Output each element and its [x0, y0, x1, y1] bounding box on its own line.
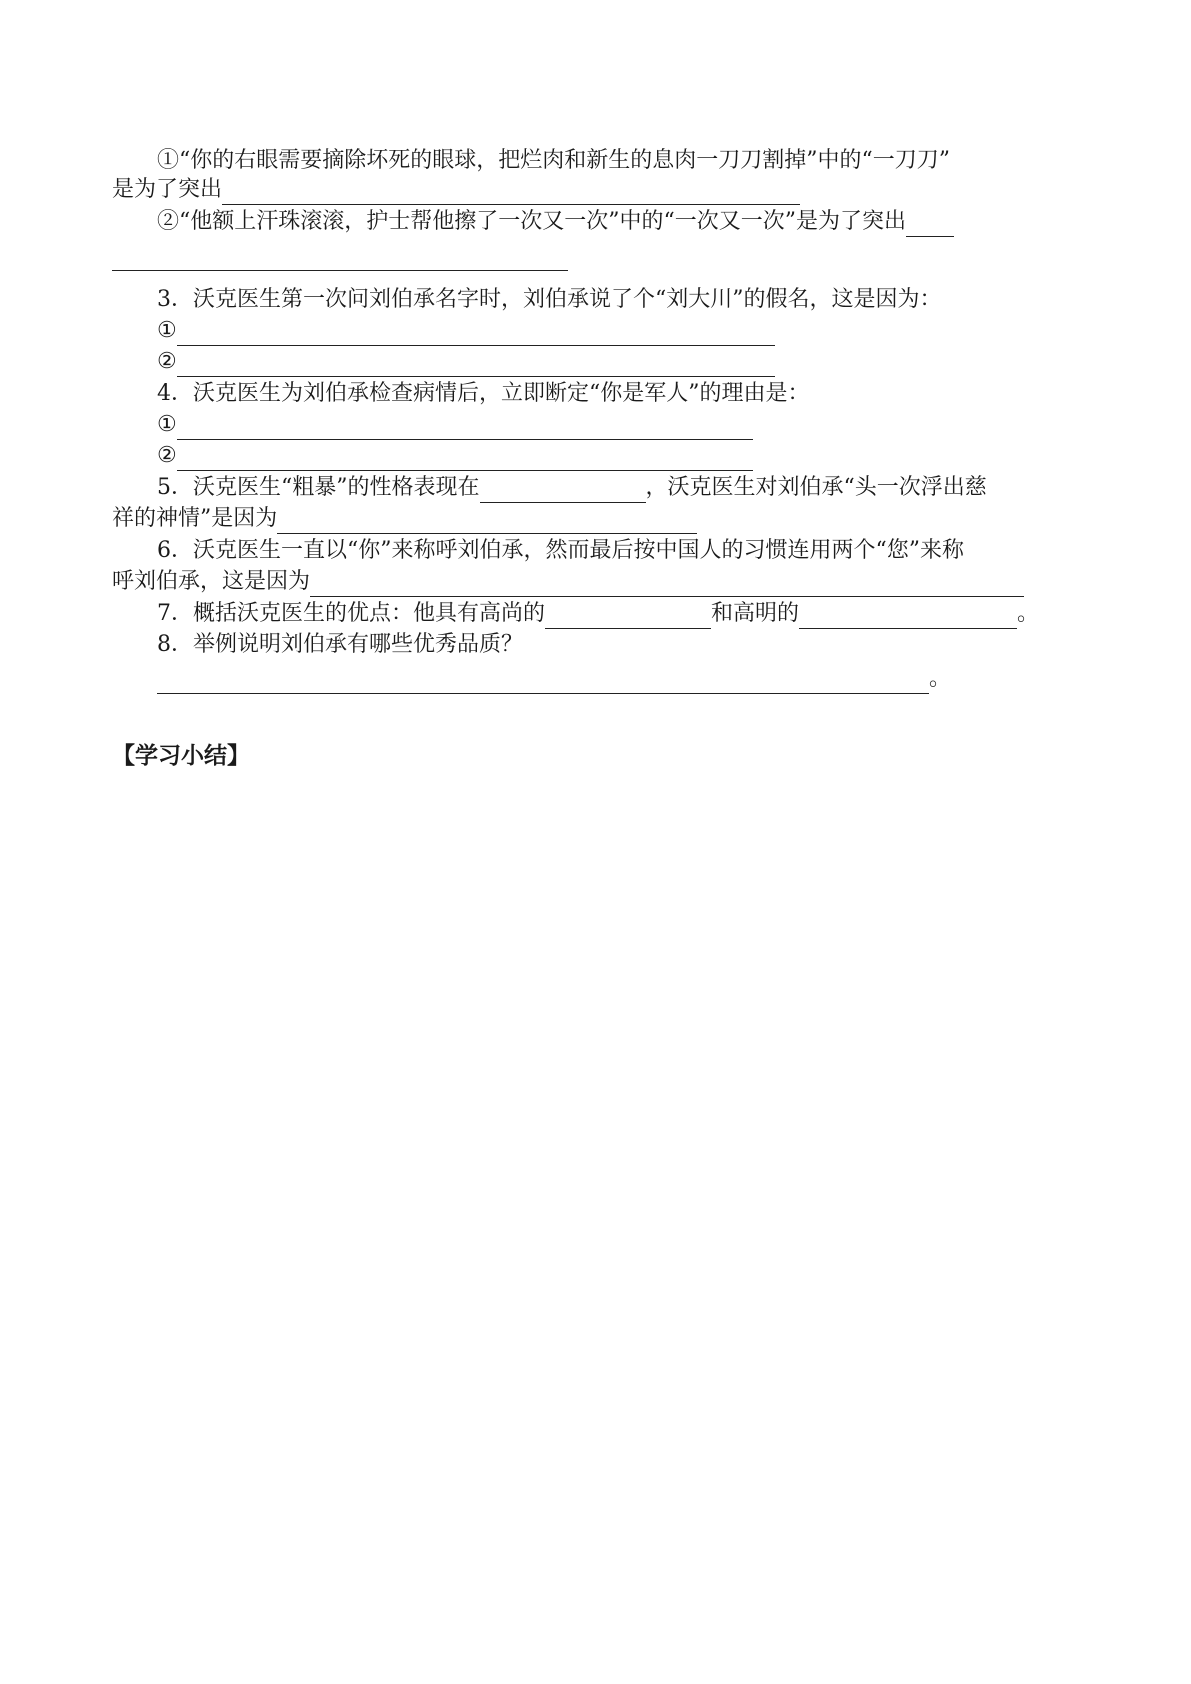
q6-text-part1: 6．沃克医生一直以“你”来称呼刘伯承，然而最后按中国人的习惯连用两个“您”来称 [157, 538, 964, 563]
q2-item1-line2 [112, 175, 800, 205]
answer-blank-q4-2[interactable] [177, 446, 753, 471]
summary-heading: 【学习小结】 [112, 743, 250, 769]
answer-blank-q2-1[interactable] [222, 180, 800, 205]
q4-text: 4．沃克医生为刘伯承检查病情后，立即断定“你是军人”的理由是： [157, 381, 810, 406]
answer-blank-q2-2b[interactable] [112, 270, 568, 271]
answer-blank-q2-2a[interactable] [906, 212, 954, 237]
q5-text-part2: ，沃克医生对刘伯承“头一次浮出慈 [645, 475, 987, 500]
q4-answer2 [157, 441, 753, 471]
q2-item1-line1 [157, 146, 950, 176]
q3-answer2 [157, 347, 775, 377]
q4-mark2: ② [157, 443, 177, 468]
q5-line2 [112, 504, 697, 534]
q7-line [157, 599, 1039, 629]
q8-answer [157, 664, 951, 694]
q3-answer1 [157, 316, 775, 346]
q5-text-part3: 祥的神情”是因为 [112, 506, 278, 531]
q3-mark1: ① [157, 318, 177, 343]
q6-text-part2: 呼刘伯承，这是因为 [112, 569, 311, 594]
answer-blank-q5-2[interactable] [277, 509, 697, 534]
q3-mark2: ② [157, 349, 177, 374]
q2-item1-prefix: 是为了突出 [112, 177, 223, 202]
q7-text-part1: 7．概括沃克医生的优点：他具有高尚的 [157, 601, 545, 626]
answer-blank-q8[interactable] [157, 669, 929, 694]
answer-blank-q5-1[interactable] [480, 478, 646, 503]
q7-text-part2: 和高明的 [711, 601, 800, 626]
answer-blank-q7-1[interactable] [545, 604, 711, 629]
q2-item1-text: ①“你的右眼需要摘除坏死的眼球，把烂肉和新生的息肉一刀刀割掉”中的“一刀刀” [157, 148, 950, 173]
q2-item2-text: ②“他额上汗珠滚滚，护士帮他擦了一次又一次”中的“一次又一次”是为了突出 [157, 209, 906, 234]
q8-question [157, 630, 523, 660]
q5-text-part1: 5．沃克医生“粗暴”的性格表现在 [157, 475, 480, 500]
q3-text: 3．沃克医生第一次问刘伯承名字时，刘伯承说了个“刘大川”的假名，这是因为： [157, 287, 942, 312]
q8-text: 8．举例说明刘伯承有哪些优秀品质？ [157, 632, 523, 657]
answer-blank-q3-1[interactable] [177, 321, 775, 346]
q6-line2 [112, 567, 1024, 597]
answer-blank-q7-2[interactable] [799, 604, 1017, 629]
q4-question [157, 379, 810, 409]
q4-answer1 [157, 410, 753, 440]
answer-blank-q6[interactable] [310, 572, 1024, 597]
q8-text-end: 。 [929, 666, 952, 691]
q5-line1 [157, 473, 987, 503]
q6-line1 [157, 536, 964, 566]
q2-item2-line1 [157, 207, 954, 237]
answer-blank-q3-2[interactable] [177, 352, 775, 377]
q7-text-end: 。 [1017, 601, 1040, 626]
answer-blank-q4-1[interactable] [177, 415, 753, 440]
q3-question [157, 285, 942, 315]
q4-mark1: ① [157, 412, 177, 437]
